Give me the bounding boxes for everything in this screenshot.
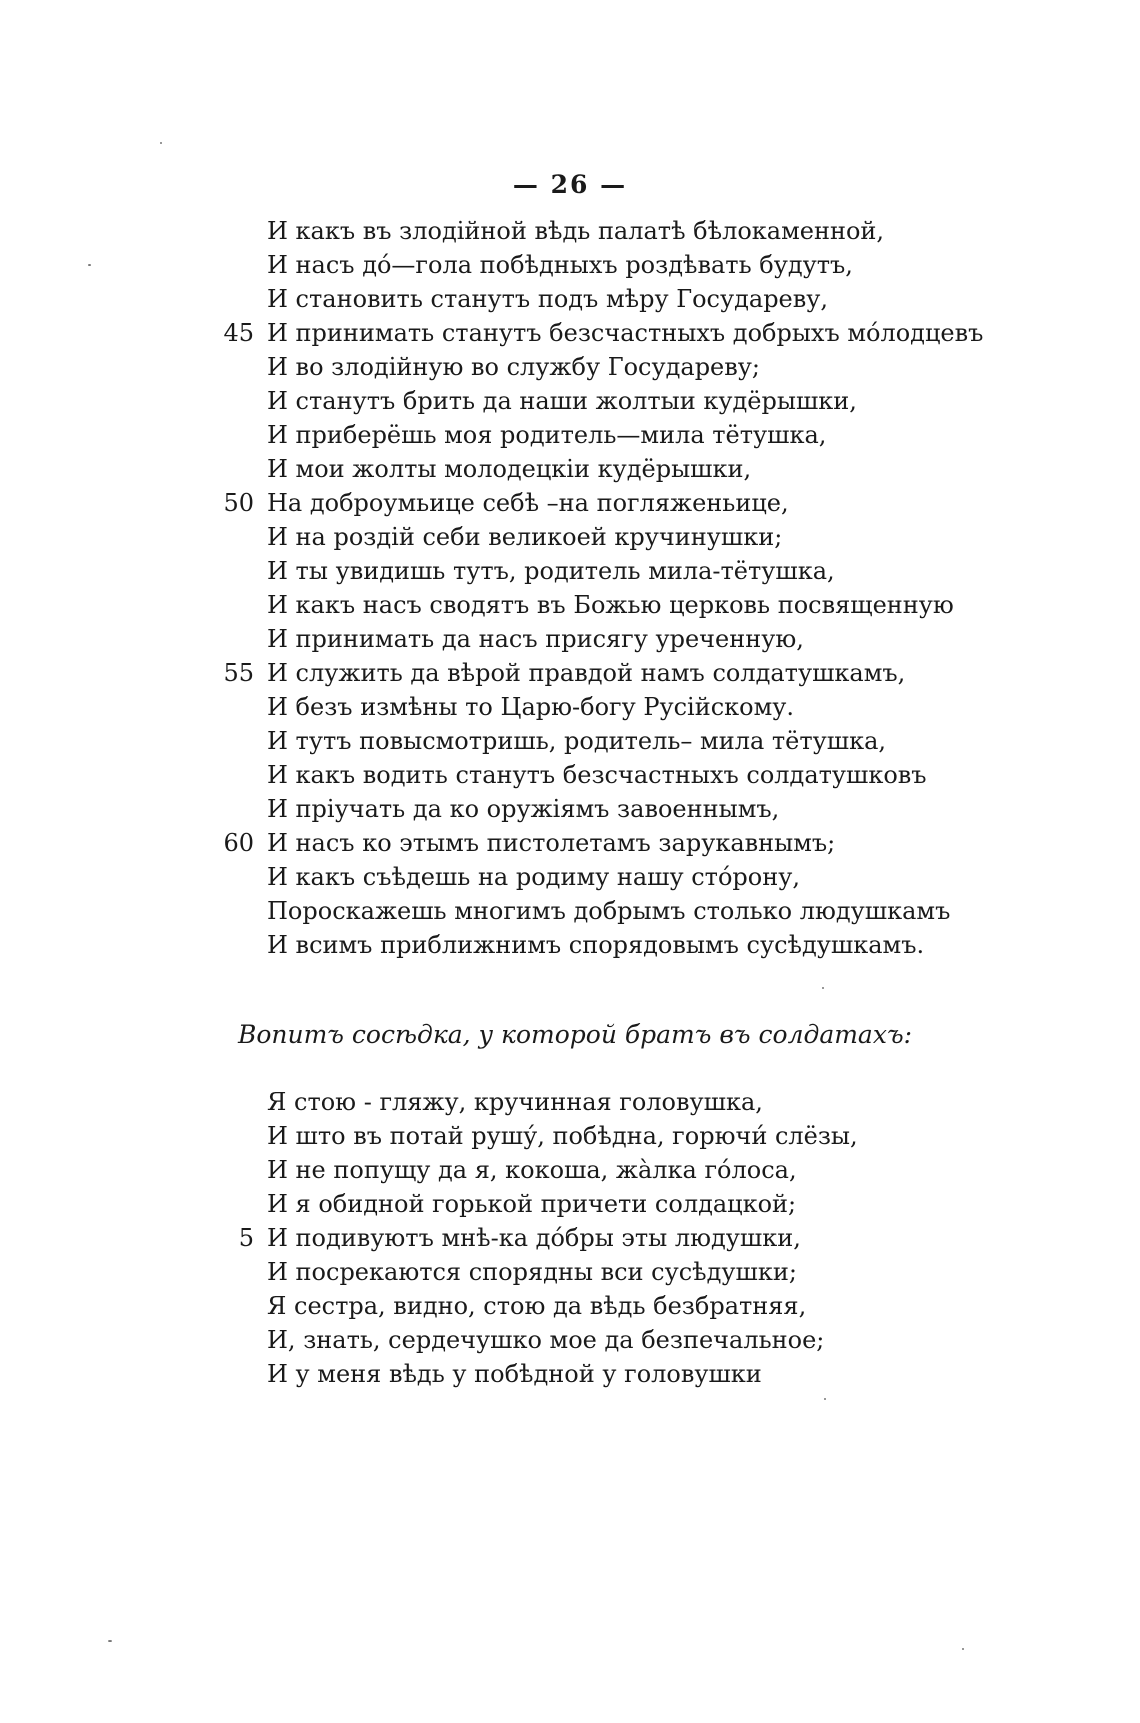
line-text: И на роздій себи великоей кручинушки; — [267, 523, 783, 551]
verse-line — [0, 418, 1140, 452]
verse-line — [0, 690, 1140, 724]
verse-line — [0, 452, 1140, 486]
scan-speck — [88, 264, 91, 266]
line-text: И станутъ брить да наши жолтыи кудёрышки, — [267, 387, 857, 415]
line-number: 50 — [223, 489, 254, 517]
line-text: И приберёшь моя родитель—мила тётушка, — [267, 421, 827, 449]
verse-line — [0, 1153, 1140, 1187]
line-text: На доброумьице себѣ –на погляженьице, — [267, 489, 789, 517]
verse-line — [0, 1119, 1140, 1153]
line-text: Я сестра, видно, стою да вѣдь безбратняя, — [267, 1292, 807, 1320]
verse-line — [0, 1085, 1140, 1119]
verse-line — [0, 860, 1140, 894]
verse-line — [0, 724, 1140, 758]
verse-line — [0, 792, 1140, 826]
line-number: 55 — [223, 659, 254, 687]
line-text: И насъ дó—гола побѣдныхъ роздѣвать будутъ, — [267, 251, 853, 279]
section-heading: Вопитъ сосѣдка, у которой братъ въ солдатахъ: — [237, 1020, 913, 1049]
line-number: 45 — [223, 319, 254, 347]
verse-line — [0, 1221, 1140, 1255]
verse-line — [0, 248, 1140, 282]
line-text: И какъ въ злодійной вѣдь палатѣ бѣлокаменной, — [267, 217, 885, 245]
scan-speck — [822, 987, 824, 989]
verse-block-main — [0, 214, 1140, 962]
line-number: 60 — [223, 829, 254, 857]
line-text: И я обидной горькой причети солдацкой; — [267, 1190, 797, 1218]
verse-line — [0, 1289, 1140, 1323]
scan-speck — [160, 142, 162, 144]
verse-line — [0, 486, 1140, 520]
page-number: — 26 — — [512, 170, 628, 199]
verse-line — [0, 758, 1140, 792]
line-text: И во злодійную во службу Государеву; — [267, 353, 760, 381]
verse-line — [0, 282, 1140, 316]
verse-line — [0, 214, 1140, 248]
verse-line — [0, 826, 1140, 860]
line-text: И, знать, сердечушко мое да безпечальное; — [267, 1326, 825, 1354]
verse-line — [0, 1255, 1140, 1289]
verse-line — [0, 520, 1140, 554]
line-text: И тутъ повысмотришь, родитель– мила тётушка, — [267, 727, 887, 755]
line-number: 5 — [238, 1224, 254, 1252]
line-text: И служить да вѣрой правдой намъ солдатушкамъ, — [267, 659, 906, 687]
verse-line — [0, 1187, 1140, 1221]
scan-speck — [108, 1640, 112, 1642]
line-text: И ты увидишь тутъ, родитель мила-тётушка, — [267, 557, 835, 585]
verse-line — [0, 554, 1140, 588]
line-text: И становить станутъ подъ мѣру Государеву, — [267, 285, 829, 313]
line-text: И насъ ко этымъ пистолетамъ зарукавнымъ; — [267, 829, 836, 857]
verse-block-second — [0, 1085, 1140, 1391]
line-text: И што въ потай рушу́, побѣдна, горючи́ слёзы, — [267, 1122, 858, 1150]
line-text: И не попущу да я, кокоша, жа̀лка го́лоса, — [267, 1156, 797, 1184]
line-text: И у меня вѣдь у побѣдной у головушки — [267, 1360, 762, 1388]
line-text: И какъ насъ сводятъ въ Божью церковь посвященную — [267, 591, 954, 619]
verse-line — [0, 384, 1140, 418]
scan-speck — [824, 1398, 826, 1400]
line-text: И всимъ приближнимъ спорядовымъ сусѣдушкамъ. — [267, 931, 925, 959]
scan-speck — [962, 1648, 964, 1650]
line-text: И подивуютъ мнѣ-ка до́бры эты людушки, — [267, 1224, 801, 1252]
verse-line — [0, 1357, 1140, 1391]
verse-line — [0, 316, 1140, 350]
line-text: И принимать станутъ безсчастныхъ добрыхъ мóлодцевъ — [267, 319, 984, 347]
verse-line — [0, 588, 1140, 622]
verse-line — [0, 1323, 1140, 1357]
verse-line — [0, 622, 1140, 656]
line-text: И безъ измѣны то Царю-богу Русійскому. — [267, 693, 795, 721]
line-text: И мои жолты молодецкiи кудёрышки, — [267, 455, 752, 483]
verse-line — [0, 928, 1140, 962]
verse-line — [0, 656, 1140, 690]
verse-line — [0, 350, 1140, 384]
line-text: Я стою - гляжу, кручинная головушка, — [267, 1088, 763, 1116]
line-text: Пороскажешь многимъ добрымъ столько людушкамъ — [267, 897, 951, 925]
line-text: И какъ водить станутъ безсчастныхъ солдатушковъ — [267, 761, 927, 789]
line-text: И прiучать да ко оружiямъ завоеннымъ, — [267, 795, 780, 823]
verse-line — [0, 894, 1140, 928]
line-text: И принимать да насъ присягу уреченную, — [267, 625, 804, 653]
line-text: И посрекаются спорядны вси сусѣдушки; — [267, 1258, 797, 1286]
line-text: И какъ съѣдешь на родиму нашу стóрону, — [267, 863, 800, 891]
